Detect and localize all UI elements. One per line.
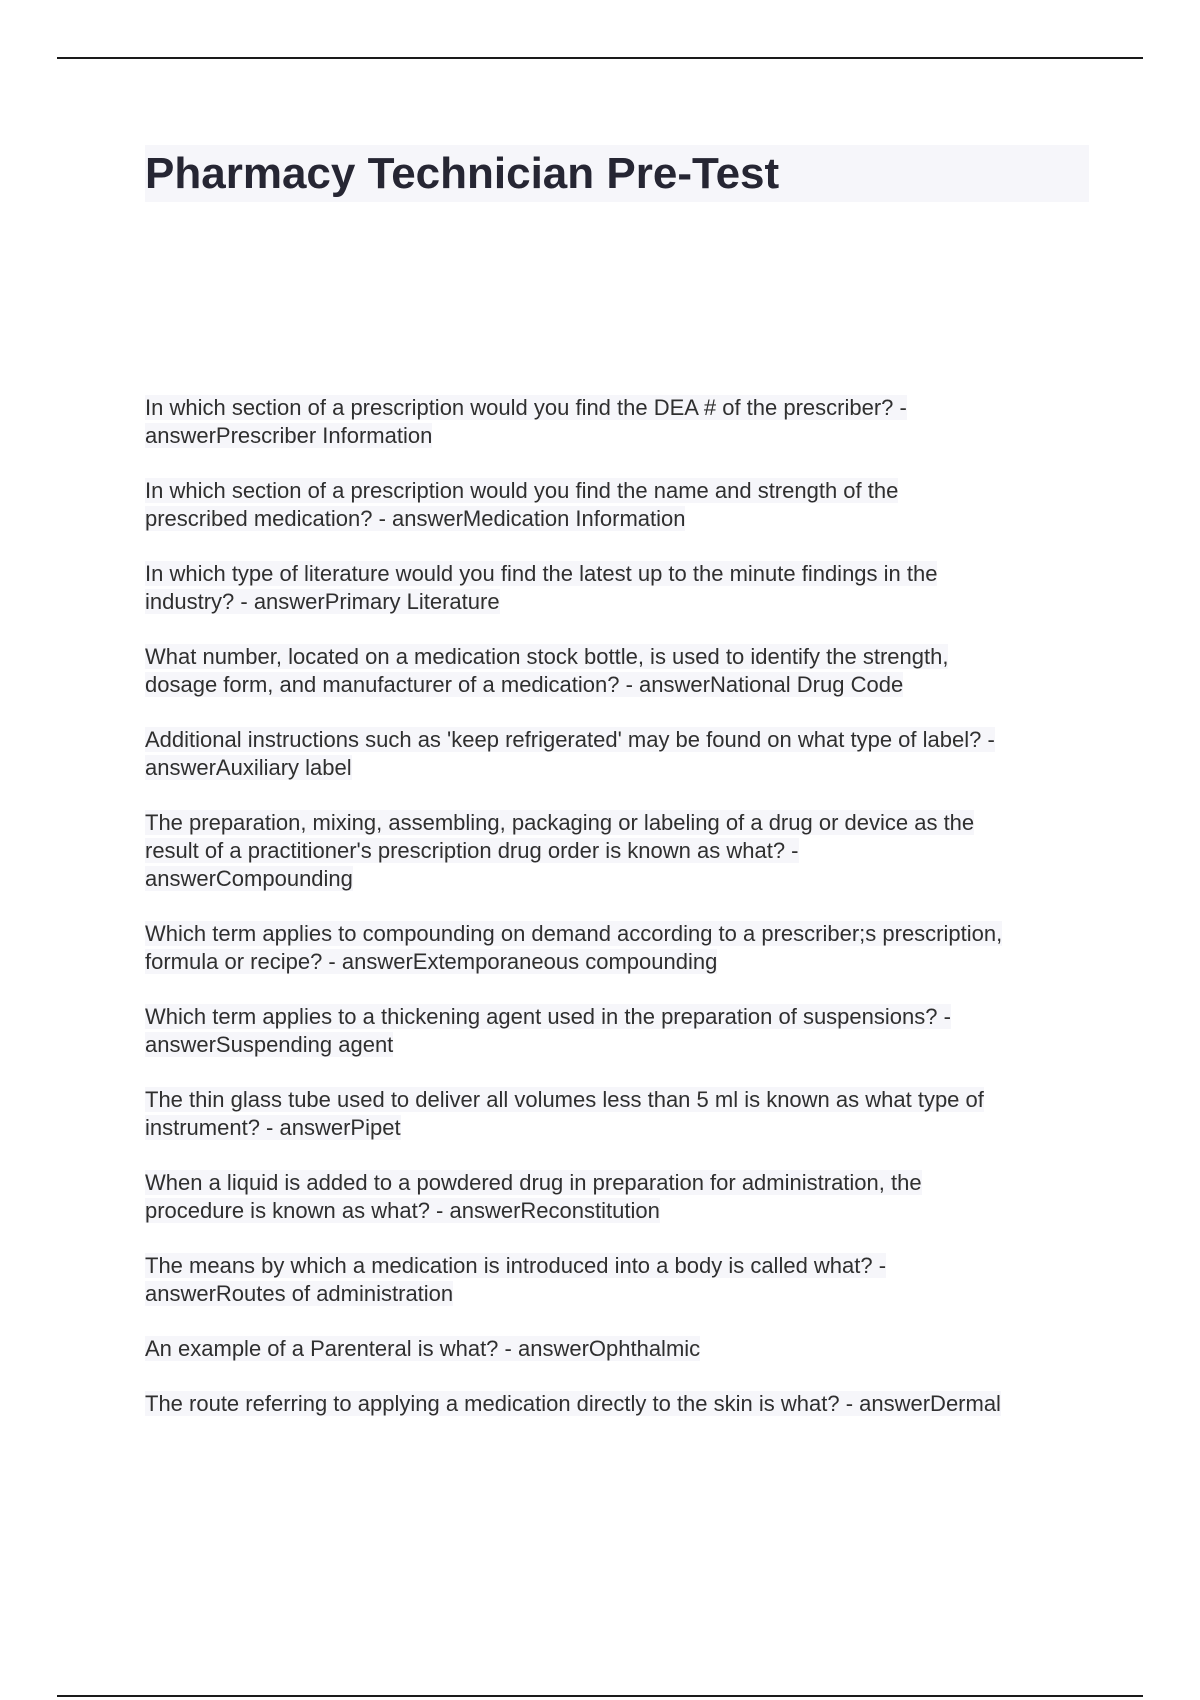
qa-line: When a liquid is added to a powdered drug in preparation for administration, the <box>145 1170 922 1195</box>
qa-item-suspending-agent <box>145 1003 1095 1059</box>
qa-item-compounding <box>145 809 1095 893</box>
qa-item-primary-literature <box>145 560 1095 616</box>
qa-line: procedure is known as what? - answerReconstitution <box>145 1198 660 1223</box>
qa-item-extemporaneous-compounding <box>145 920 1095 976</box>
qa-item-medication-information <box>145 477 1095 533</box>
qa-line: Which term applies to compounding on demand according to a prescriber;s prescription, <box>145 921 1003 946</box>
qa-line: industry? - answerPrimary Literature <box>145 589 500 614</box>
qa-line: instrument? - answerPipet <box>145 1115 401 1140</box>
qa-line: In which section of a prescription would you find the name and strength of the <box>145 478 899 503</box>
qa-item-auxiliary-label <box>145 726 1095 782</box>
qa-item-dea-number <box>145 394 1095 450</box>
qa-line: In which type of literature would you find the latest up to the minute findings in the <box>145 561 938 586</box>
qa-item-national-drug-code <box>145 643 1095 699</box>
qa-line: The route referring to applying a medication directly to the skin is what? - answerDermal <box>145 1391 1001 1416</box>
qa-line: What number, located on a medication stock bottle, is used to identify the strength, <box>145 644 949 669</box>
qa-line: answerSuspending agent <box>145 1032 394 1057</box>
qa-item-reconstitution <box>145 1169 1095 1225</box>
page-title: Pharmacy Technician Pre-Test <box>145 145 1089 202</box>
qa-line: answerAuxiliary label <box>145 755 352 780</box>
qa-line: formula or recipe? - answerExtemporaneous compounding <box>145 949 718 974</box>
qa-line: Additional instructions such as 'keep refrigerated' may be found on what type of label? - <box>145 727 995 752</box>
top-rule <box>57 57 1143 59</box>
qa-line: prescribed medication? - answerMedication Information <box>145 506 686 531</box>
bottom-rule <box>57 1695 1143 1697</box>
qa-item-dermal <box>145 1390 1095 1418</box>
qa-line: The means by which a medication is introduced into a body is called what? - <box>145 1253 887 1278</box>
qa-line: dosage form, and manufacturer of a medication? - answerNational Drug Code <box>145 672 904 697</box>
qa-line: In which section of a prescription would you find the DEA # of the prescriber? - <box>145 395 907 420</box>
qa-line: result of a practitioner's prescription drug order is known as what? - <box>145 838 799 863</box>
qa-line: The preparation, mixing, assembling, packaging or labeling of a drug or device as the <box>145 810 975 835</box>
qa-item-ophthalmic <box>145 1335 1095 1363</box>
qa-item-routes-of-administration <box>145 1252 1095 1308</box>
qa-line: answerPrescriber Information <box>145 423 433 448</box>
qa-line: answerRoutes of administration <box>145 1281 454 1306</box>
qa-line: An example of a Parenteral is what? - answerOphthalmic <box>145 1336 701 1361</box>
question-answer-list <box>145 394 1095 1445</box>
qa-item-pipet <box>145 1086 1095 1142</box>
qa-line: Which term applies to a thickening agent used in the preparation of suspensions? - <box>145 1004 951 1029</box>
qa-line: answerCompounding <box>145 866 353 891</box>
qa-line: The thin glass tube used to deliver all volumes less than 5 ml is known as what type of <box>145 1087 984 1112</box>
